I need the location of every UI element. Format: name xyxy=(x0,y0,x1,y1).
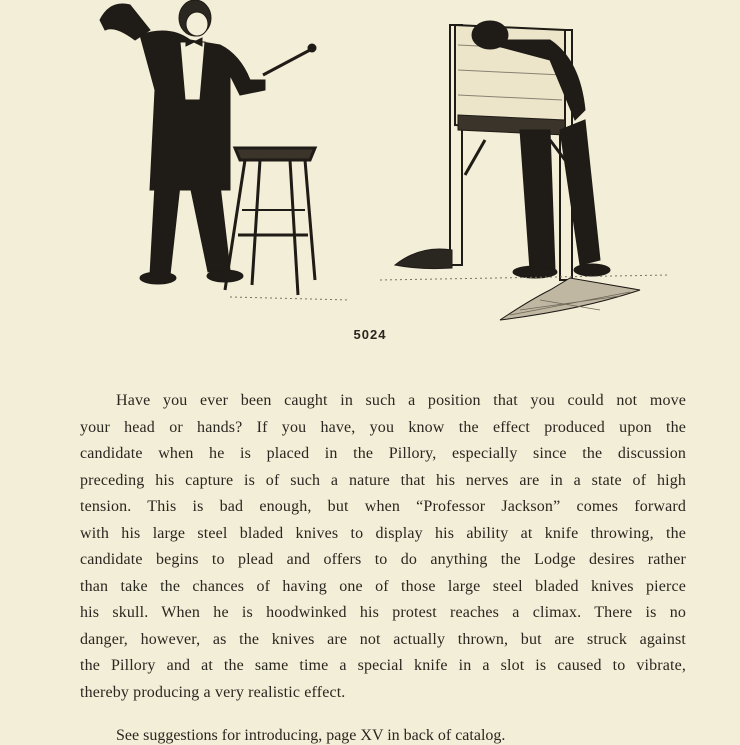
text-line: your head or hands? If you have, you know the effect produced upon the xyxy=(80,418,686,436)
text-line: Have you ever been caught in such a position that you could not move xyxy=(116,392,686,409)
text-line: than take the chances of having one of those large steel bladed knives pierce xyxy=(80,577,686,595)
text-line: preceding his capture is of such a nature that his nerves are in a state of high xyxy=(80,471,686,489)
text-line: the Pillory and at the same time a special knife in a slot is caused to vibrate, xyxy=(80,657,686,674)
text-line: candidate begins to plead and offers to do anything the Lodge desires rather xyxy=(80,551,686,568)
body-paragraph xyxy=(80,388,686,706)
text-line: his skull. When he is hoodwinked his protest reaches a climax. There is no xyxy=(80,604,686,621)
knife-thrower-figure xyxy=(100,0,316,284)
pillory-illustration xyxy=(80,0,680,330)
text-line: thereby producing a very realistic effect. xyxy=(80,683,346,701)
text-line: danger, however, as the knives are not actually thrown, but are struck against xyxy=(80,630,686,648)
text-line: with his large steel bladed knives to display his ability at knife throwing, the xyxy=(80,524,686,542)
catalog-number: 5024 xyxy=(353,327,387,342)
text-line: tension. This is bad enough, but when “Professor Jackson” comes forward xyxy=(80,498,686,515)
text-line: candidate when he is placed in the Pillory, especially since the discussion xyxy=(80,445,686,462)
footer-partial-line: See suggestions for introducing, page XV in back of catalog. xyxy=(116,727,506,744)
